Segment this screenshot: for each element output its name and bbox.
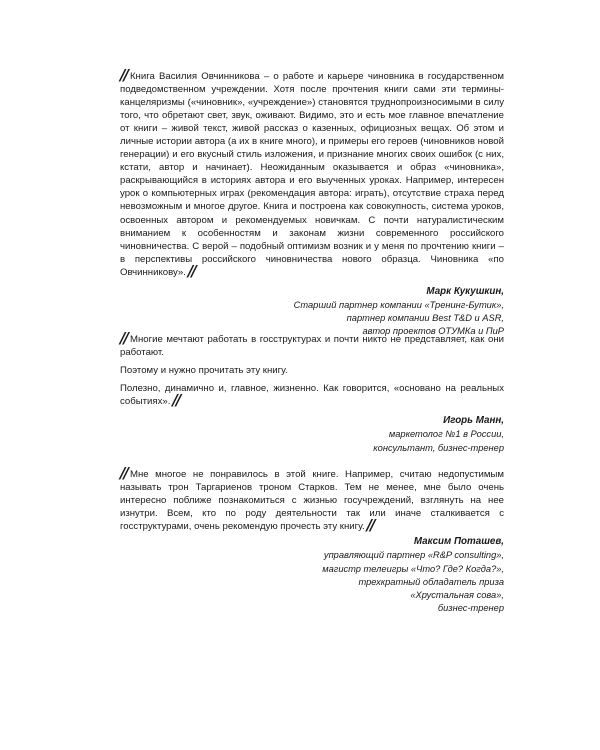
quote-mark-icon: // <box>187 261 195 280</box>
author-role: маркетолог №1 в России, <box>388 429 504 440</box>
author-role: «Хрустальная сова», <box>410 590 504 601</box>
review-potashev <box>120 464 504 616</box>
quote-mark-icon: // <box>366 516 374 535</box>
review-paragraph: Поэтому и нужно прочитать эту книгу. <box>120 365 288 377</box>
review-kukushkin <box>120 66 504 339</box>
author-name: Игорь Манн, <box>443 415 504 427</box>
author-role: бизнес-тренер <box>437 603 504 614</box>
author-role: трехкратный обладатель приза <box>358 576 504 587</box>
author-role: управляющий партнер «R&P consulting», <box>323 550 504 561</box>
author-role: партнер компании Best T&D и ASR, <box>346 313 504 324</box>
quote-mark-icon: // <box>172 391 180 410</box>
author-role: Старший партнер компании «Тренинг-Бутик», <box>293 299 504 310</box>
review-paragraph: // Мне многое не понравилось в этой книге. Например, считаю недопустимым называть трон Таргариенов троном Старков. Тем не менее, мне было очень интересно поближе познакомиться с жизнью госучреждений, взглянуть на нее изнутри. Всем, кто по роду деятельности так или иначе сталкивается с госструктурами, очень рекомендую прочесть эту книгу. // <box>120 464 504 535</box>
attribution <box>120 535 504 615</box>
quote-mark-icon: // <box>120 329 127 347</box>
quote-mark-icon: // <box>120 464 127 482</box>
author-name: Максим Поташев, <box>413 536 504 548</box>
review-paragraph: // Многие мечтают работать в госструктурах и почти никто не представляет, как они работают. <box>120 329 504 359</box>
author-role: автор проектов ОТУМКа и ПиР <box>362 326 504 337</box>
author-role: консультант, бизнес-тренер <box>373 442 504 453</box>
review-paragraph: Полезно, динамично и, главное, жизненно. Как говорится, «основано на реальных событиях». // <box>120 383 504 410</box>
quote-mark-icon: // <box>120 66 127 84</box>
attribution <box>120 414 504 455</box>
attribution <box>120 285 504 339</box>
review-paragraph: // Книга Василия Овчинникова – о работе и карьере чиновника в государственном подведомственном учреждении. Хотя после прочтения книги сами эти термины-канцеляризмы («чиновник», «учреждение») становятся труднопроизносимыми в силу того, что обретают свет, звук, оживают. Видимо, это и есть мое главное впечатление от книги – живой текст, живой рассказ о казенных, официозных вещах. Об этом и личные истории автора (а их в книге много), и примеры его героев (чиновников новой генерации) и его вкусный стиль изложения, и признание многих своих ошибок (с них, кстати, автор и начинает). Неожиданным оказывается и образ «чиновника», раскрывающийся в историях автора и его выученных уроках. Например, интересен урок о компьютерных играх (рекомендация автора: играть), отсутствие страха перед невозможным и многое другое. Книга и построена как совокупность, система уроков, освоенных автором и рекомендуемых новичкам. С почти натуралистическим вниманием к особенностям и законам жизни современного российского чиновничества. С верой – подобный оптимизм возник и у меня по прочтению книги – в перспективы российского чиновничества нового образца. Чиновника «по Овчинникову». // <box>120 66 504 280</box>
author-name: Марк Кукушкин, <box>426 285 504 297</box>
author-role: магистр телеигры «Что? Где? Когда?», <box>322 563 504 574</box>
